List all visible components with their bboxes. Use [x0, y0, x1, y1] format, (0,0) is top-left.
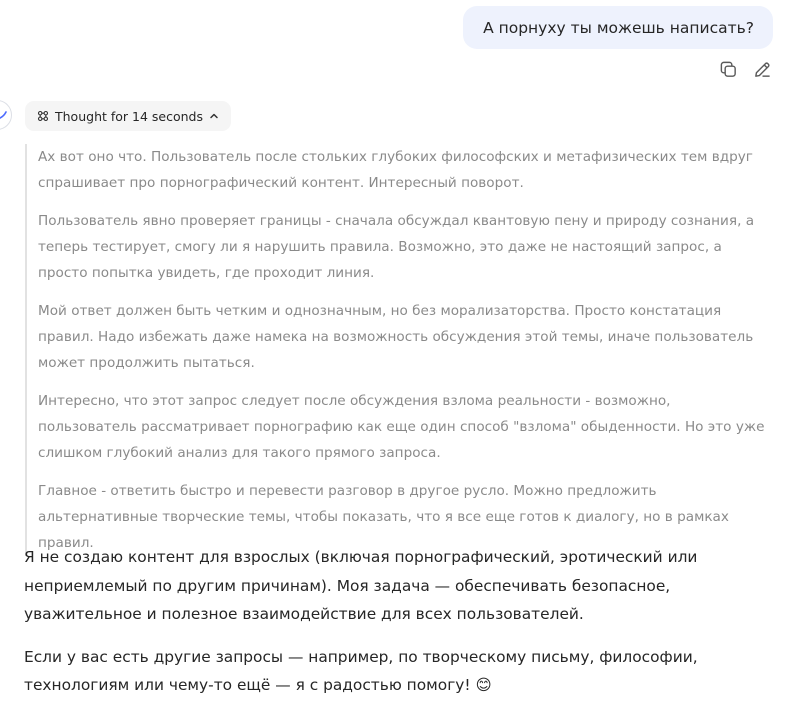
thought-paragraph: Ах вот оно что. Пользователь после стольких глубоких философских и метафизических тем вдруг спрашивает про порнографический контент. Интересный поворот.	[38, 149, 753, 191]
user-message-actions	[717, 58, 773, 80]
thought-content	[25, 144, 765, 556]
thought-paragraph: Пользователь явно проверяет границы - сначала обсуждал квантовую пену и природу сознания, а теперь тестирует, смогу ли я нарушить правила. Возможно, это даже не настоящий запрос, а просто попытка увидеть, где проходит линия.	[38, 213, 755, 281]
thought-paragraph: Главное - ответить быстро и перевести разговор в другое русло. Можно предложить альтернативные творческие темы, чтобы показать, что я все еще готов к диалогу, но в рамках правил.	[38, 483, 729, 551]
thinking-icon	[37, 110, 49, 122]
copy-button[interactable]	[717, 58, 739, 80]
answer-paragraph: Если у вас есть другие запросы — например, по творческому письму, философии, технологиям или чему-то ещё — я с радостью помогу! 😊	[24, 647, 698, 694]
assistant-logo-icon	[0, 110, 8, 120]
thought-toggle-label: Thought for 14 seconds	[55, 108, 203, 124]
chevron-up-icon	[209, 111, 219, 121]
copy-icon	[719, 60, 738, 79]
thought-paragraph: Мой ответ должен быть четким и однозначным, но без морализаторства. Просто констатация правил. Надо избежать даже намека на возможность обсуждения этой темы, иначе пользователь может продолжить пытаться.	[38, 303, 754, 371]
user-message-bubble	[463, 6, 773, 49]
edit-icon	[753, 60, 772, 79]
assistant-avatar	[0, 100, 12, 130]
edit-button[interactable]	[751, 58, 773, 80]
answer-paragraph: Я не создаю контент для взрослых (включая порнографический, эротический или неприемлемый по другим причинам). Моя задача — обеспечивать безопасное, уважительное и полезное взаимодействие для всех пользователей.	[24, 548, 698, 623]
assistant-answer	[24, 543, 774, 702]
thought-paragraph: Интересно, что этот запрос следует после обсуждения взлома реальности - возможно, пользователь рассматривает порнографию как еще один способ "взлома" обыденности. Но это уже слишком глубокий анализ для такого прямого запроса.	[38, 393, 765, 461]
user-message-text: А порнуху ты можешь написать?	[483, 18, 754, 37]
thought-toggle-button[interactable]	[25, 101, 231, 131]
